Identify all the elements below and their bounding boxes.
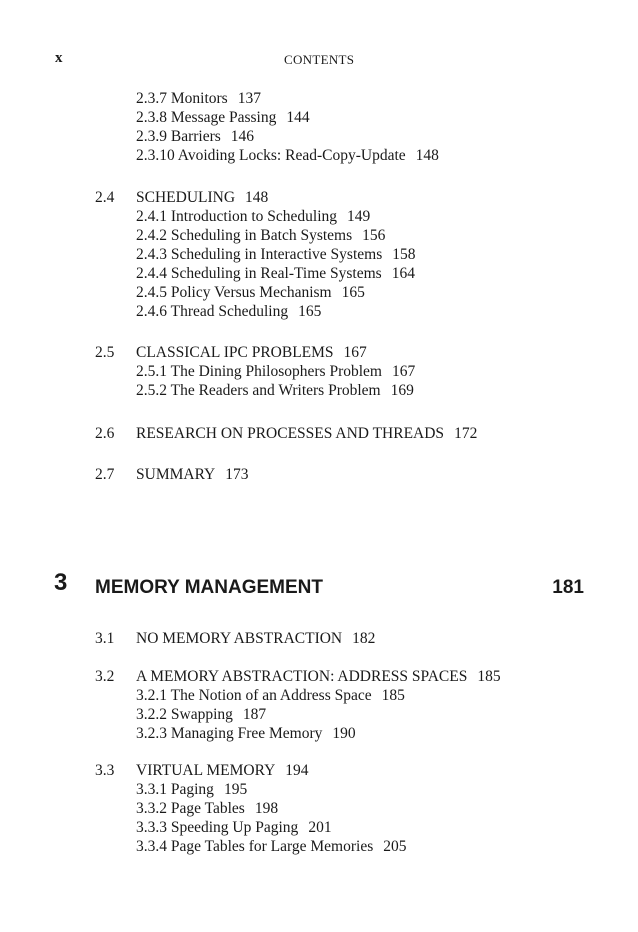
toc-subsection: 2.4.1 Introduction to Scheduling 149: [136, 208, 371, 225]
page-ref: 195: [223, 781, 248, 798]
page-ref: 185: [477, 668, 501, 685]
page-ref: 169: [390, 382, 414, 399]
section-number: 2.5: [95, 344, 115, 361]
page-ref: 190: [332, 725, 356, 742]
toc-subsection: 2.3.7 Monitors 137: [136, 90, 261, 107]
toc-subsection: 3.3.4 Page Tables for Large Memories 205: [136, 838, 407, 855]
running-title: CONTENTS: [284, 52, 355, 67]
toc-subsection: 2.4.6 Thread Scheduling 165: [136, 303, 322, 320]
toc-subsection: 3.2.1 The Notion of an Address Space 185: [136, 687, 405, 704]
page-ref: 149: [347, 208, 371, 225]
section-number: 3.1: [95, 630, 115, 647]
section-number: 3.3: [95, 762, 115, 779]
toc-subsection: 3.2.3 Managing Free Memory 190: [136, 725, 356, 742]
section-title: NO MEMORY ABSTRACTION: [136, 630, 343, 647]
chapter-title: MEMORY MANAGEMENT: [95, 577, 323, 598]
page-ref: 165: [341, 284, 365, 301]
page-ref: 172: [454, 425, 478, 442]
toc-subsection: 2.5.1 The Dining Philosophers Problem 167: [136, 363, 416, 380]
page-ref: 148: [245, 189, 269, 206]
toc-subsection: 3.3.1 Paging 195: [136, 781, 248, 798]
section-title: VIRTUAL MEMORY: [136, 762, 276, 779]
toc-subsection: 3.3.3 Speeding Up Paging 201: [136, 819, 332, 836]
toc-subsection: 2.5.2 The Readers and Writers Problem 169: [136, 382, 414, 399]
toc-subsection: 2.3.9 Barriers 146: [136, 128, 255, 145]
page-ref: 182: [352, 630, 376, 647]
section-title: RESEARCH ON PROCESSES AND THREADS: [136, 425, 445, 442]
page-ref: 185: [381, 687, 405, 704]
page-ref: 167: [392, 363, 416, 380]
page-ref: 187: [242, 706, 267, 723]
page-number: x: [55, 50, 63, 66]
page-ref: 158: [392, 246, 416, 263]
page-ref: 173: [225, 466, 249, 483]
page-ref: 198: [254, 800, 279, 817]
page-ref: 156: [362, 227, 386, 244]
page-ref: 148: [415, 147, 439, 164]
page-ref: 205: [383, 838, 407, 855]
page-ref: 167: [343, 344, 367, 361]
toc-subsection: 2.4.3 Scheduling in Interactive Systems 158: [136, 246, 416, 263]
toc-subsection: 2.4.5 Policy Versus Mechanism 165: [136, 284, 365, 301]
toc-subsection: 2.4.2 Scheduling in Batch Systems 156: [136, 227, 386, 244]
page-ref: 144: [286, 109, 310, 126]
section-number: 3.2: [95, 668, 115, 685]
page-ref: 164: [391, 265, 415, 282]
section-title: A MEMORY ABSTRACTION: ADDRESS SPACES: [136, 668, 468, 685]
page-ref: 194: [285, 762, 309, 779]
chapter-number: 3: [54, 569, 68, 596]
section-number: 2.4: [95, 189, 115, 206]
chapter-page: 181: [552, 577, 584, 598]
toc-subsection: 2.4.4 Scheduling in Real-Time Systems 164: [136, 265, 415, 282]
section-title: SUMMARY: [136, 466, 216, 483]
section-number: 2.7: [95, 466, 115, 483]
toc-subsection: 3.2.2 Swapping 187: [136, 706, 267, 723]
page-ref: 201: [308, 819, 332, 836]
page-ref: 165: [298, 303, 322, 320]
toc-subsection: 3.3.2 Page Tables 198: [136, 800, 279, 817]
page-ref: 137: [237, 90, 261, 107]
toc-subsection: 2.3.8 Message Passing 144: [136, 109, 310, 126]
page-ref: 146: [230, 128, 255, 145]
section-number: 2.6: [95, 425, 115, 442]
section-title: CLASSICAL IPC PROBLEMS: [136, 344, 334, 361]
section-title: SCHEDULING: [136, 189, 236, 206]
toc-subsection: 2.3.10 Avoiding Locks: Read-Copy-Update 148: [136, 147, 439, 164]
